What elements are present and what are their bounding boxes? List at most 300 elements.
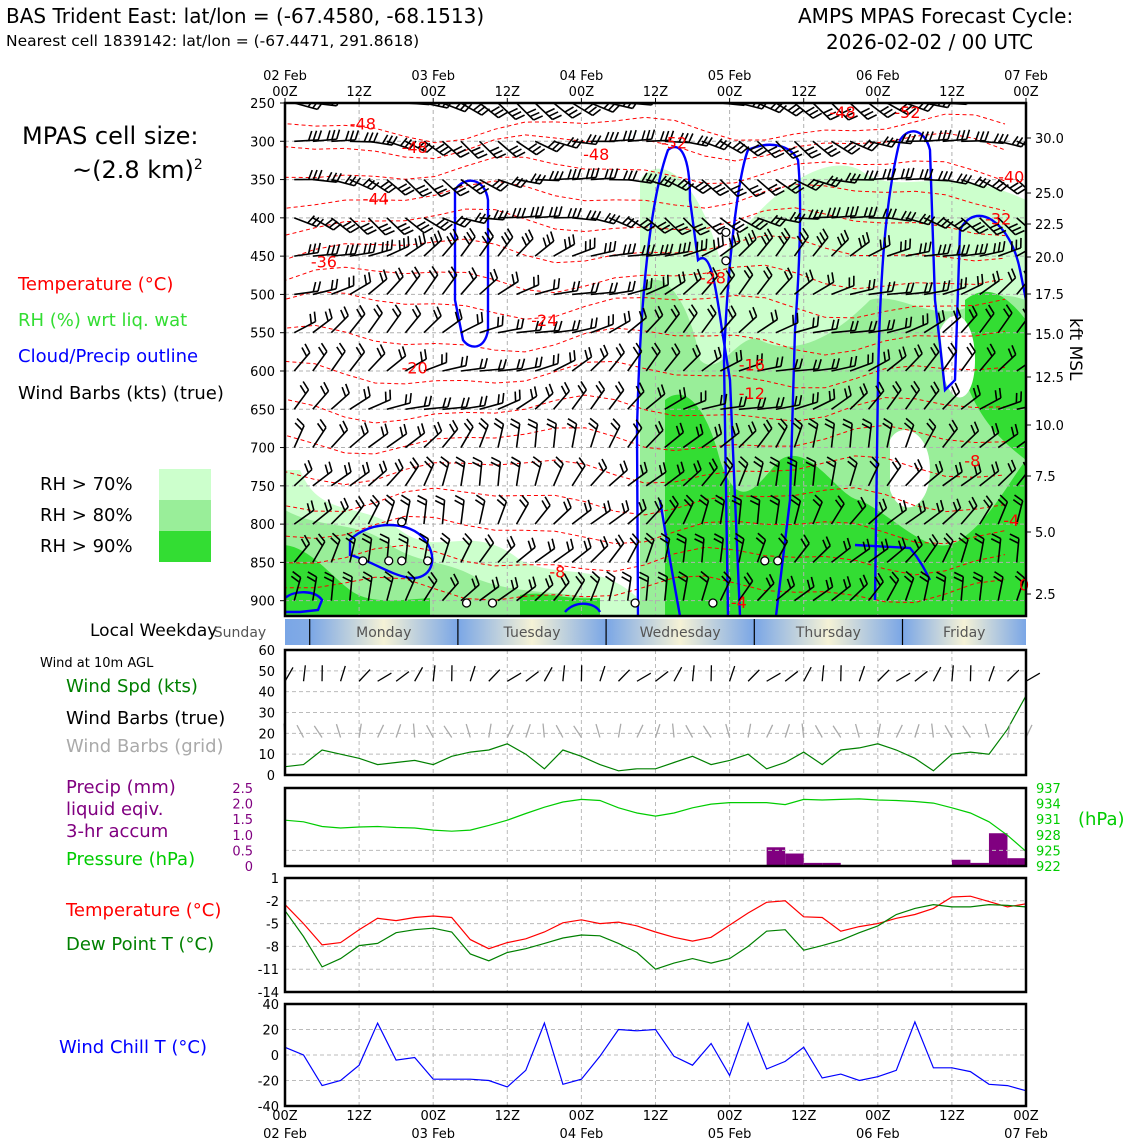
temperature-contour-label: -52	[894, 102, 921, 122]
wind-barb-flag	[344, 498, 348, 507]
wind-barb-flag	[403, 346, 406, 356]
wind-barb-flag	[528, 424, 537, 428]
wind-barb-flag	[536, 149, 544, 155]
top-date-label: 04 Feb	[559, 69, 604, 84]
wind-barb-flag	[564, 502, 568, 511]
surface-wind-barb-true	[674, 667, 682, 681]
wind-barb-flag	[327, 130, 330, 140]
wind-barb-flag	[365, 275, 367, 285]
wind-barb-flag	[478, 154, 487, 158]
wind-barb-flag	[423, 233, 425, 243]
wind-barb	[368, 461, 386, 486]
wind-barb-flag	[302, 348, 307, 357]
wind-barb-flag	[697, 242, 698, 252]
wind-barb-flag	[628, 282, 630, 292]
height-tick-label: 25.0	[1035, 187, 1064, 202]
wind-barb-flag	[1004, 91, 1007, 101]
wind-barb-flag	[434, 310, 438, 319]
wind-barb-staff	[387, 434, 407, 448]
windchill-tick-label: 40	[262, 998, 279, 1013]
wind-barb	[350, 343, 365, 371]
wind-barb-flag	[966, 277, 967, 287]
wind-barb-flag	[475, 213, 481, 221]
wind-barb-flag	[511, 462, 520, 467]
wind-barb-flag	[496, 182, 504, 188]
wind-barb-flag	[469, 271, 474, 280]
wind-barb-flag	[485, 358, 487, 368]
wind-barb-flag	[395, 271, 399, 280]
temp-tick-label: -8	[266, 940, 279, 956]
wind-barb-flag	[646, 279, 647, 289]
weekday-label: Local Weekday	[90, 621, 218, 641]
wind-barb-staff	[591, 103, 613, 112]
wind-barb-flag	[522, 208, 525, 217]
precip-label-2: liquid eqiv.	[66, 799, 164, 820]
precip-tick-label: 0.5	[232, 844, 253, 860]
wind-barb-flag	[395, 463, 399, 472]
wind-barb-flag	[651, 278, 652, 288]
surface-wind-barb-true	[804, 667, 812, 681]
wind-barb	[405, 267, 419, 295]
wind-barb-flag	[440, 461, 448, 467]
surface-wind-barb-true	[507, 673, 521, 681]
height-tick-label: 20.0	[1035, 251, 1064, 266]
wind-barb-flag	[528, 419, 537, 423]
wind-barb-flag	[590, 418, 598, 424]
wind-barb-flag	[551, 232, 554, 242]
wind-barb-flag	[805, 147, 814, 151]
wind-barb	[294, 170, 322, 180]
wind-barb-flag	[609, 242, 610, 252]
wind-barb-flag	[771, 150, 780, 154]
wind-barb-flag	[374, 242, 376, 252]
wind-barb-flag	[387, 92, 390, 102]
wind-barb-flag	[325, 219, 333, 225]
wind-barb-flag	[455, 500, 464, 505]
wind-barb-staff	[368, 313, 382, 333]
wind-barb	[368, 305, 382, 333]
wind-barb	[554, 498, 571, 524]
wind-barb-flag	[531, 389, 533, 399]
wind-barb-flag	[522, 359, 525, 369]
wind-barb-flag	[495, 110, 504, 115]
surface-wind-barb-grid	[963, 726, 971, 738]
wind-barb-flag	[498, 317, 499, 327]
bottom-hour-label: 00Z	[420, 1109, 446, 1124]
wind-barb-flag	[380, 464, 383, 473]
wind-barb-flag	[962, 130, 965, 140]
windchill-tick-label: 0	[270, 1049, 279, 1064]
wind-barb-flag	[554, 461, 561, 468]
wind-barb-flag	[369, 133, 373, 142]
wind-barb	[591, 314, 614, 333]
wind-barb-flag	[498, 394, 499, 404]
wind-barb-flag	[448, 397, 451, 407]
wind-barb-flag	[540, 206, 543, 216]
wind-tick-label: 50	[258, 664, 275, 680]
wind-barb-flag	[703, 188, 711, 194]
wind-barb-flag	[401, 500, 409, 505]
wind-barb-flag	[605, 243, 606, 253]
wind-barb-flag	[596, 317, 597, 327]
wind-barb-flag	[633, 347, 638, 355]
wind-barb-flag	[466, 356, 467, 366]
wind-barb-flag	[424, 228, 433, 233]
wind-barb-flag	[1030, 350, 1032, 360]
bottom-hour-label: 00Z	[716, 1109, 743, 1124]
pressure-tick-label: 928	[1036, 828, 1061, 844]
wind-barb-flag	[868, 115, 877, 119]
wind-barb-flag	[434, 425, 438, 434]
wind-barb-flag	[453, 420, 458, 429]
wind-barb-staff	[609, 470, 627, 486]
wind-barb-flag	[503, 359, 506, 369]
wind-barb-flag	[813, 394, 814, 404]
wind-barb-flag	[1017, 189, 1025, 194]
bottom-date-label: 05 Feb	[707, 1127, 752, 1140]
wind-barb-flag	[556, 457, 563, 464]
wind-barb-flag	[436, 496, 445, 500]
calm-wind-marker	[761, 557, 769, 565]
dewpoint-label: Dew Point T (°C)	[66, 934, 215, 955]
wind-barb-staff	[850, 141, 872, 150]
surface-wind-barb-true	[989, 666, 994, 681]
wind-barb	[294, 312, 315, 333]
wind-barb-staff	[609, 426, 620, 448]
wind-barb	[472, 457, 481, 485]
wind-barb	[609, 130, 636, 141]
wind-barb-flag	[399, 268, 403, 277]
wind-barb-flag	[628, 311, 630, 321]
wind-barb-flag	[529, 230, 533, 239]
wind-barb-flag	[341, 310, 345, 319]
wind-barb-flag	[441, 457, 449, 463]
pressure-tick-label: 931	[1036, 813, 1061, 829]
wind-barb-flag	[589, 423, 597, 429]
wind-barb-flag	[365, 422, 368, 431]
wind-barb-flag	[605, 132, 609, 141]
wind-barb-flag	[355, 244, 358, 254]
surface-wind-barb-grid	[574, 726, 582, 738]
wind-barb-flag	[569, 237, 570, 247]
wind-barb-flag	[329, 462, 332, 472]
surface-wind-barb-grid	[748, 724, 750, 738]
wind-barb-flag	[453, 146, 462, 151]
wind-barb-flag	[957, 174, 962, 183]
surface-wind-barb-grid	[815, 725, 822, 737]
wind-barb-flag	[337, 347, 343, 355]
precip-tick-label: 1.0	[232, 828, 253, 844]
wind-barb-flag	[444, 224, 452, 230]
wind-barb-flag	[404, 424, 406, 434]
wind-barb-flag	[401, 93, 404, 102]
wind-barb	[961, 92, 988, 103]
wind-barb-flag	[384, 270, 387, 279]
wind-barb-flag	[424, 397, 426, 407]
wind-barb-flag	[325, 465, 328, 475]
wind-barb	[572, 134, 601, 144]
wind-barb-flag	[736, 352, 737, 362]
wind-barb-flag	[507, 229, 512, 238]
wind-barb	[535, 539, 555, 563]
wind-barb-flag	[982, 274, 983, 284]
wind-barb-flag	[309, 131, 312, 141]
wind-barb-flag	[793, 315, 794, 325]
wind-barb-flag	[438, 231, 442, 240]
surface-wind-barb-true	[544, 667, 552, 681]
wind-barb-flag	[377, 348, 381, 357]
wind-barb-flag	[513, 149, 522, 154]
wind-barb-flag	[497, 499, 504, 506]
wind-barb	[517, 275, 539, 295]
wind-barb	[442, 141, 469, 157]
pressure-tick-label: 400	[250, 211, 275, 227]
wind-barb-flag	[535, 358, 537, 368]
wind-barb-flag	[607, 572, 615, 578]
wind-barb-flag	[911, 135, 915, 144]
wind-barb-flag	[938, 171, 942, 180]
wind-barb-flag	[522, 318, 524, 328]
precip-tick-label: 0	[244, 860, 253, 875]
wind-barb-staff	[368, 353, 384, 370]
wind-barb-flag	[980, 131, 983, 140]
surface-wind-barb-grid	[802, 724, 804, 738]
wind-barb-flag	[543, 238, 546, 248]
surface-wind-barb-true	[896, 673, 910, 681]
calm-wind-marker	[398, 518, 406, 526]
wind-barb-flag	[788, 105, 796, 111]
surface-wind-barb-grid	[596, 724, 600, 737]
wind-barb-flag	[577, 281, 579, 291]
wind-barb-flag	[834, 389, 835, 399]
bottom-hour-label: 00Z	[568, 1109, 595, 1124]
wind-barb-flag	[1012, 136, 1018, 144]
wind-barb-flag	[618, 535, 623, 544]
wind-barb-flag	[472, 462, 481, 466]
wind-barb-staff	[498, 281, 518, 294]
wind-barb-flag	[512, 112, 521, 116]
wind-barb-flag	[1014, 186, 1022, 191]
wind-barb	[498, 390, 520, 410]
height-tick-label: 2.5	[1035, 588, 1056, 603]
wind-barb-flag	[720, 191, 729, 196]
wind-barb-flag	[318, 281, 320, 291]
wind-barb-flag	[532, 538, 535, 548]
wind-barb	[480, 359, 507, 371]
wind-barb-flag	[698, 92, 701, 102]
wind-barb-flag	[578, 208, 581, 217]
wind-barb	[517, 495, 529, 524]
wind-barb-flag	[614, 241, 615, 251]
surface-wind-barb-grid	[314, 726, 322, 738]
wind-barb-flag	[379, 224, 388, 228]
wind-barb-flag	[695, 182, 703, 188]
cell-size-exponent: 2	[193, 157, 203, 173]
bottom-hour-label: 00Z	[865, 1109, 891, 1124]
wind-barb-flag	[906, 168, 909, 178]
wind-barb-flag	[585, 350, 588, 360]
wind-barb	[405, 423, 424, 447]
wind-barb-staff	[294, 426, 304, 448]
wind-barb-flag	[517, 359, 520, 369]
wind-barb-staff	[776, 103, 796, 116]
wind-barb-flag	[911, 168, 914, 178]
wind-barb-staff	[591, 354, 608, 371]
surface-wind-barb-grid	[932, 724, 934, 738]
top-hour-label: 12Z	[642, 85, 669, 100]
wind-barb-flag	[574, 350, 575, 360]
wind-barb-flag	[510, 424, 519, 429]
wind-barb-flag	[1030, 427, 1033, 437]
wind-barb-flag	[346, 384, 349, 393]
surface-wind-barb-grid	[618, 724, 620, 738]
wind-barb-flag	[429, 270, 435, 278]
pressure-tick-label: 925	[1036, 844, 1061, 860]
wind-barb-flag	[481, 418, 488, 425]
wind-barb-flag	[367, 230, 376, 234]
wind-barb-flag	[364, 389, 366, 399]
pressure-unit-label: (hPa)	[1078, 809, 1125, 830]
wind-barb-flag	[485, 396, 487, 406]
surface-wind-barb-grid	[767, 725, 773, 738]
wind-barb-flag	[994, 134, 998, 143]
wind-barb-flag	[624, 171, 628, 180]
height-tick-label: 17.5	[1035, 288, 1064, 303]
wind-barb-flag	[976, 93, 979, 102]
wind-barb-flag	[374, 92, 377, 102]
wind-barb-flag	[530, 113, 539, 117]
wind-barb-flag	[325, 312, 328, 322]
wind-barb-staff	[313, 428, 326, 448]
wind-barb	[331, 421, 347, 448]
wind-barb-flag	[367, 462, 370, 472]
wind-barb-flag	[380, 344, 384, 353]
surface-wind-barb-true	[489, 670, 500, 682]
surface-wind-barb-grid	[985, 724, 989, 738]
wind-barb-staff	[368, 433, 387, 447]
wind-barb-flag	[549, 112, 558, 116]
wind-barb-flag	[466, 397, 469, 407]
wind-barb-flag	[509, 108, 518, 112]
legend-wind: Wind Barbs (kts) (true)	[18, 383, 224, 404]
wind-barb-flag	[573, 208, 576, 217]
wind-barb-flag	[615, 169, 618, 179]
wind-barb-flag	[346, 245, 349, 255]
wind-barb-flag	[611, 423, 618, 430]
wind-barb-flag	[450, 424, 455, 433]
wind-barb	[424, 141, 452, 155]
wind-barb-flag	[425, 349, 426, 359]
wind-barb	[498, 272, 518, 295]
wind-barb-flag	[670, 93, 673, 102]
wind-barb-flag	[565, 239, 566, 249]
wind-barb-flag	[633, 281, 635, 291]
pressure-tick-label: 450	[250, 250, 275, 266]
wind-barb-flag	[493, 151, 502, 155]
wind-barb-flag	[369, 243, 371, 253]
wind-barb-flag	[391, 240, 392, 250]
calm-wind-marker	[463, 599, 471, 607]
wind-barb-staff	[591, 546, 608, 563]
wind-barb-flag	[456, 457, 465, 462]
wind-barb-flag	[586, 169, 589, 179]
wind-barb	[535, 354, 558, 371]
wind-barb-flag	[584, 541, 587, 551]
wind-barb-flag	[423, 192, 432, 196]
wind-barb-flag	[398, 459, 402, 468]
wind-barb-flag	[380, 273, 383, 282]
wind-barb-flag	[554, 279, 555, 289]
wind-barb	[739, 141, 767, 156]
wind-barb-flag	[516, 272, 518, 282]
temp-tick-label: -2	[266, 894, 279, 910]
wind-barb-flag	[546, 109, 555, 113]
wind-barb	[294, 130, 321, 141]
wind-barb-flag	[864, 112, 873, 116]
surface-wind-barb-true	[563, 665, 565, 681]
wind-barb	[554, 234, 575, 256]
pressure-tick-label: 550	[250, 326, 275, 342]
wind-barb-flag	[457, 149, 466, 154]
wind-barb-flag	[616, 385, 621, 394]
height-tick-label: 15.0	[1035, 328, 1064, 343]
precip-bar	[989, 833, 1008, 866]
wind-barb-flag	[642, 130, 645, 140]
wind-barb-staff	[572, 390, 586, 409]
calm-wind-marker	[488, 599, 496, 607]
wind-barb	[424, 307, 441, 333]
wind-barb-staff	[442, 218, 464, 227]
wind-barb	[609, 382, 624, 410]
wind-barb-flag	[443, 398, 446, 408]
calm-wind-marker	[722, 257, 730, 265]
bottom-hour-label: 12Z	[346, 1109, 372, 1124]
wind-barb	[572, 283, 599, 295]
wind-barb-flag	[476, 495, 484, 501]
height-tick-label: 5.0	[1035, 526, 1056, 541]
wind-barb-flag	[589, 107, 597, 113]
wind-barb	[665, 91, 692, 103]
wind-barb-flag	[382, 242, 383, 252]
wind-barb-staff	[387, 313, 401, 333]
wind-barb-flag	[596, 283, 599, 293]
wind-barb-flag	[591, 135, 596, 144]
surface-wind-barb-true	[1026, 673, 1040, 681]
wind-barb-staff	[405, 218, 424, 233]
wind-barb-flag	[512, 457, 521, 462]
surface-wind-barb-true	[693, 665, 695, 681]
wind-barb-staff	[387, 277, 403, 295]
wind-barb	[387, 305, 401, 333]
wind-barb-staff	[331, 393, 349, 409]
bottom-hour-label: 00Z	[272, 1109, 298, 1124]
wind-barb	[387, 424, 407, 447]
wind-barb-staff	[535, 393, 553, 409]
wind-barb-staff	[294, 353, 310, 371]
wind-barb-flag	[978, 276, 979, 286]
wind-barb	[609, 535, 623, 563]
wind-barb-flag	[718, 238, 719, 248]
station-title: BAS Trident East: lat/lon = (-67.4580, -68.1513)	[6, 4, 485, 28]
wind-barb-flag	[697, 136, 702, 144]
wind-barb-flag	[495, 419, 503, 425]
wind-barb-flag	[722, 235, 723, 245]
wind-barb-staff	[628, 428, 642, 447]
wind-barb-staff	[387, 468, 403, 486]
wind-barb-flag	[457, 188, 466, 192]
wind-barb-flag	[565, 107, 574, 112]
wind-barb	[461, 312, 482, 333]
